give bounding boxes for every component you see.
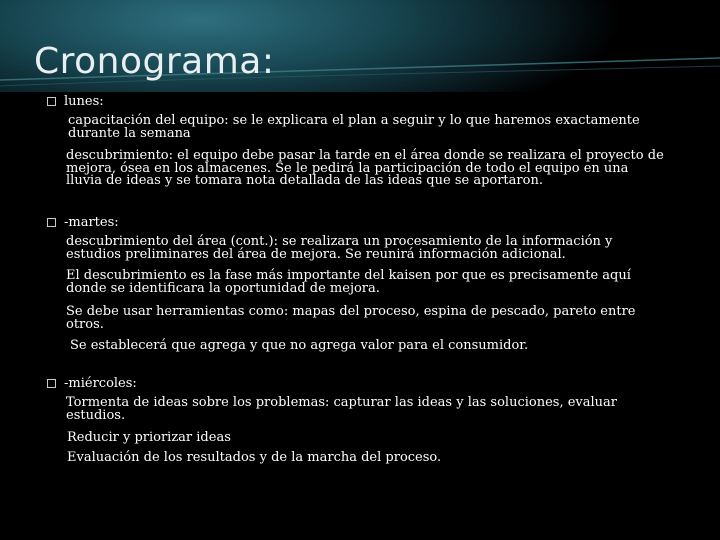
section-label: -miércoles: bbox=[64, 376, 137, 391]
section-label: -martes: bbox=[64, 215, 119, 230]
checkbox-bullet-icon bbox=[47, 97, 56, 106]
list-item: descubrimiento del área (cont.): se realizara un procesamiento de la información y estudios preliminares del área de mejora. Se reunirá información adicional. bbox=[66, 234, 613, 262]
list-item: Tormenta de ideas sobre los problemas: capturar las ideas y las soluciones, evaluar estudios. bbox=[66, 395, 617, 423]
section-label: lunes: bbox=[64, 94, 104, 109]
section-bullet-martes bbox=[47, 215, 119, 230]
slide-title: Cronograma: bbox=[34, 41, 275, 82]
checkbox-bullet-icon bbox=[47, 379, 56, 388]
list-item: descubrimiento: el equipo debe pasar la tarde en el área donde se realizara el proyecto de mejora, ósea en los almacenes. Se le pedirá la participación de todo el equipo en una lluvia de ideas y se tomara nota detallada de las ideas que se aportaron. bbox=[66, 148, 664, 188]
list-item: capacitación del equipo: se le explicara el plan a seguir y lo que haremos exactamente durante la semana bbox=[68, 113, 640, 141]
checkbox-bullet-icon bbox=[47, 218, 56, 227]
list-item: Evaluación de los resultados y de la marcha del proceso. bbox=[67, 450, 442, 465]
list-item: Se debe usar herramientas como: mapas del proceso, espina de pescado, pareto entre otros. bbox=[66, 304, 636, 332]
list-item: El descubrimiento es la fase más importante del kaisen por que es precisamente aquí donde se identificara la oportunidad de mejora. bbox=[66, 268, 631, 296]
list-item: Se establecerá que agrega y que no agrega valor para el consumidor. bbox=[70, 338, 529, 353]
list-item: Reducir y priorizar ideas bbox=[67, 430, 231, 445]
section-bullet-miercoles bbox=[47, 376, 137, 391]
section-bullet-lunes bbox=[47, 94, 104, 109]
